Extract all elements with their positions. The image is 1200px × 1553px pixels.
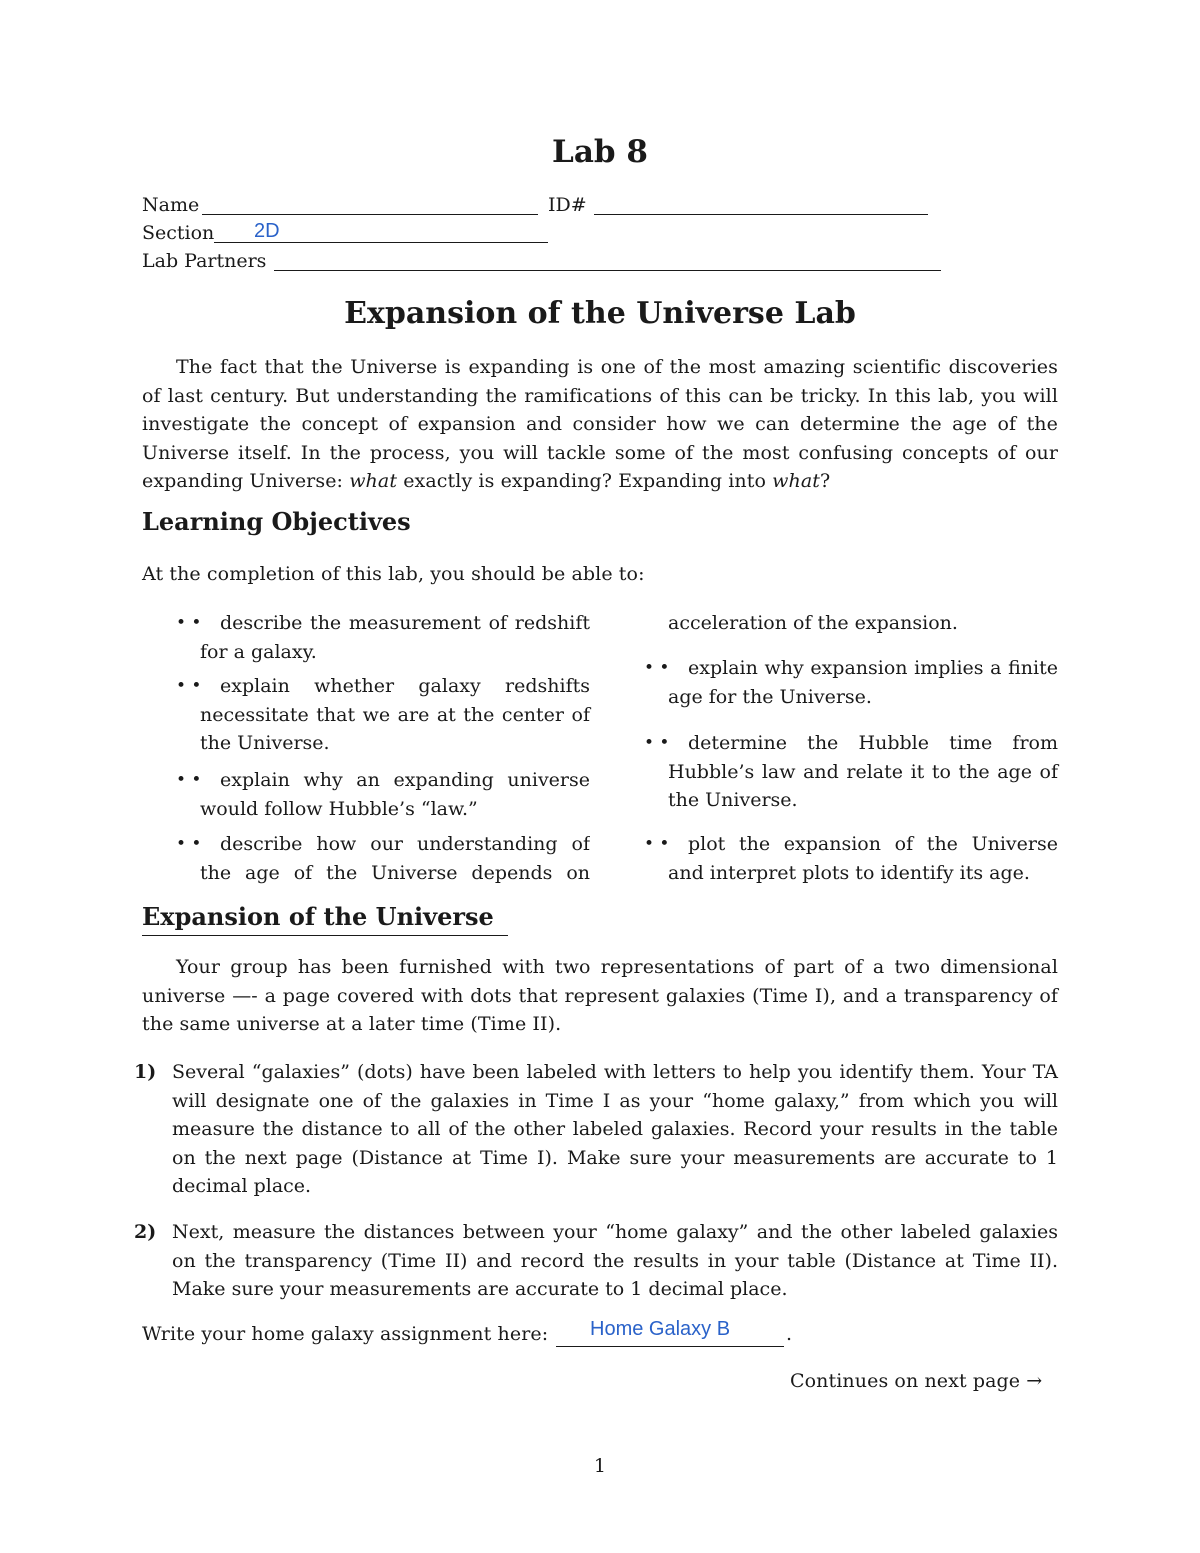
home-galaxy-value: Home Galaxy B xyxy=(590,1318,731,1340)
intro-text-3: ? xyxy=(820,470,831,492)
home-galaxy-period: . xyxy=(786,1323,793,1345)
lab-title: Lab 8 xyxy=(552,134,648,170)
bullet-icon: • • xyxy=(176,613,202,633)
id-blank-line[interactable] xyxy=(594,214,928,215)
page-number: 1 xyxy=(593,1455,607,1477)
home-galaxy-blank-line[interactable] xyxy=(556,1346,784,1347)
intro-em-what-2: what xyxy=(772,470,821,492)
bullet-icon: • • xyxy=(644,733,670,753)
objective-item-4-part-2: acceleration of the expansion. xyxy=(668,612,958,634)
heading-underline xyxy=(142,935,508,936)
bullet-icon: • • xyxy=(644,834,670,854)
bullet-icon: • • xyxy=(176,834,202,854)
bullet-icon: • • xyxy=(176,676,202,696)
step-2-text: Next, measure the distances between your “home galaxy” and the other labeled galaxies on the transparency (Time II) and record the results in your table (Distance at Time II). Make sure your measurements are accurate to 1 decimal place. xyxy=(172,1221,1058,1300)
objective-item-2: explain whether galaxy redshifts necessitate that we are at the center of the Universe. xyxy=(200,675,590,754)
name-blank-line[interactable] xyxy=(202,214,538,215)
partners-label: Lab Partners xyxy=(142,250,267,272)
step-1-text: Several “galaxies” (dots) have been labeled with letters to help you identify them. Your TA will designate one of the galaxies in Time I as your “home galaxy,” from which you will measure the distance to all of the other labeled galaxies. Record your results in the table on the next page (Distance at Time I). Make sure your measurements are accurate to 1 decimal place. xyxy=(172,1061,1058,1197)
objectives-heading: Learning Objectives xyxy=(142,507,411,536)
section-label: Section xyxy=(142,222,215,244)
objectives-lead: At the completion of this lab, you should be able to: xyxy=(142,563,645,585)
objective-item-4-part-1: describe how our understanding of the age of the Universe depends on xyxy=(200,833,590,884)
intro-text-2: exactly is expanding? Expanding into xyxy=(397,470,773,492)
continues-note: Continues on next page → xyxy=(790,1370,1043,1392)
intro-text-1: The fact that the Universe is expanding is one of the most amazing scientific discoveries of last century. But understanding the ramifications of this can be tricky. In this lab, you will investigate the concept of expansion and consider how we can determine the age of the Universe itself. In the process, you will tackle some of the most confusing concepts of our expanding Universe: xyxy=(142,356,1058,492)
bullet-icon: • • xyxy=(644,658,670,678)
id-label: ID# xyxy=(548,194,587,216)
objective-item-6: determine the Hubble time from Hubble’s law and relate it to the age of the Universe. xyxy=(668,732,1058,811)
home-galaxy-label: Write your home galaxy assignment here: xyxy=(142,1323,549,1345)
bullet-icon: • • xyxy=(176,770,202,790)
main-title: Expansion of the Universe Lab xyxy=(344,296,856,331)
expansion-heading: Expansion of the Universe xyxy=(142,902,494,931)
expansion-intro: Your group has been furnished with two representations of part of a two dimensional universe —- a page covered with dots that represent galaxies (Time I), and a transparency of the same universe at a later time (Time II). xyxy=(142,956,1058,1035)
name-label: Name xyxy=(142,194,200,216)
partners-blank-line[interactable] xyxy=(274,270,941,271)
objective-item-5: explain why expansion implies a finite age for the Universe. xyxy=(668,657,1058,708)
step-number: 2) xyxy=(134,1221,157,1243)
section-value: 2D xyxy=(254,220,280,242)
intro-paragraph xyxy=(142,353,1058,496)
intro-em-what-1: what xyxy=(349,470,398,492)
objective-item-3: explain why an expanding universe would follow Hubble’s “law.” xyxy=(200,769,590,820)
step-number: 1) xyxy=(134,1061,157,1083)
objective-item-7: plot the expansion of the Universe and interpret plots to identify its age. xyxy=(668,833,1058,884)
objective-item-1: describe the measurement of redshift for a galaxy. xyxy=(200,612,590,663)
